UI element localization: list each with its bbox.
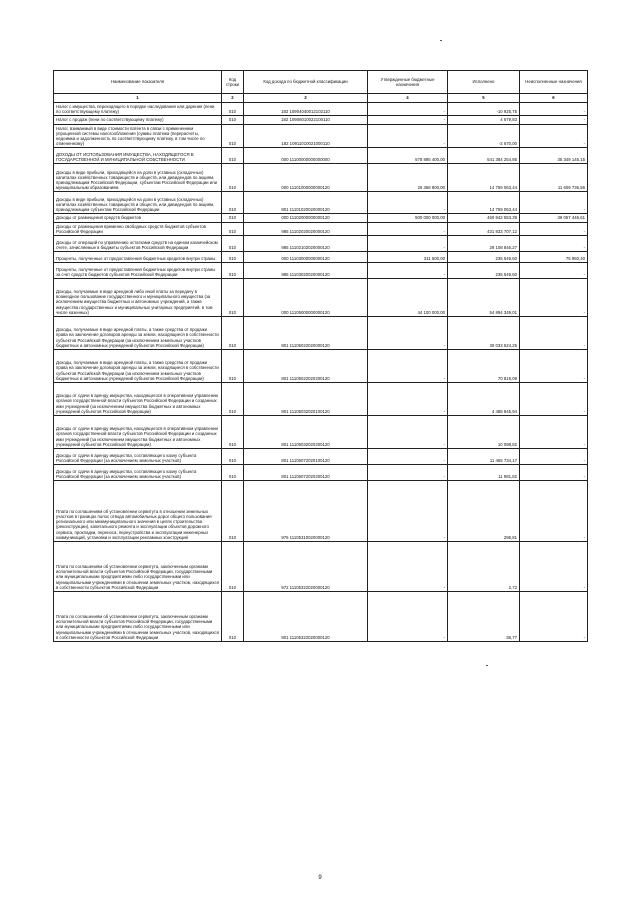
row-approved: - [368, 124, 448, 148]
row-remaining: - [520, 383, 588, 416]
table-row [54, 164, 588, 192]
table-row [54, 592, 588, 642]
row-executed: 30 033 524,25 [448, 317, 520, 350]
row-name: Доходы от сдачи в аренду имущества, находящегося в оперативном управлении органов государственной власти субъектов Российской Федерации и созданных ими учреждений (за исключением имущества бюджетных и автономных учреждений субъектов Российской Федерации) [54, 383, 222, 416]
row-executed: 460 942 553,39 [448, 214, 520, 222]
row-approved: - [368, 449, 448, 465]
row-line-code: 010 [222, 103, 244, 116]
row-executed: 541 384 254,85 [448, 148, 520, 164]
row-income-code: 801 11105022020000120 [244, 317, 368, 350]
row-income-code: 801 11105072020200120 [244, 465, 368, 481]
income-report-table [53, 70, 588, 642]
row-approved: - [368, 465, 448, 481]
row-remaining: - [520, 124, 588, 148]
table-row [54, 481, 588, 542]
row-remaining: - [520, 592, 588, 642]
row-remaining: - [520, 222, 588, 235]
row-approved: - [368, 263, 448, 279]
row-income-code: 985 11102020020000120 [244, 222, 368, 235]
row-name: Плата по соглашениям об установлении сервитута в отношении земельных участков в границах полос отвода автомобильных дорог общего пользования регионального или межмуниципального значения в целях строительства (реконструкции), капитального ремонта и эксплуатации объектов дорожного сервиса, прокладки, переноса, переустройства и эксплуатации инженерных коммуникаций, установки и эксплуатации рекламных конструкций [54, 481, 222, 542]
row-executed: 11 465 734,17 [448, 449, 520, 465]
row-line-code: 010 [222, 222, 244, 235]
row-executed: -2 670,00 [448, 124, 520, 148]
row-income-code: 801 11105322020000120 [244, 592, 368, 642]
row-executed: 54 894 349,01 [448, 279, 520, 317]
row-executed: 235 549,60 [448, 252, 520, 263]
row-approved: - [368, 236, 448, 252]
row-line-code: 010 [222, 481, 244, 542]
row-line-code: 010 [222, 124, 244, 148]
row-remaining: - [520, 542, 588, 592]
row-income-code: 972 11105322020000120 [244, 542, 368, 592]
row-income-code: 801 11101020020000120 [244, 192, 368, 214]
row-approved: 26 368 800,00 [368, 164, 448, 192]
row-remaining: - [520, 465, 588, 481]
row-name: Доходы от сдачи в аренду имущества, составляющего казну субъекта Российской Федерации (за исключением земельных участков) [54, 449, 222, 465]
row-remaining: - [520, 103, 588, 116]
row-income-code: 182 10904040012102110 [244, 103, 368, 116]
row-line-code: 010 [222, 465, 244, 481]
row-name: ДОХОДЫ ОТ ИСПОЛЬЗОВАНИЯ ИМУЩЕСТВА, НАХОДЯЩЕГОСЯ В ГОСУДАРСТВЕННОЙ И МУНИЦИПАЛЬНОЙ СОБСТВЕННОСТИ [54, 148, 222, 164]
table-row [54, 116, 588, 124]
row-line-code: 010 [222, 164, 244, 192]
row-line-code: 010 [222, 148, 244, 164]
row-remaining: - [520, 416, 588, 449]
scan-speck [486, 665, 488, 666]
row-income-code: 000 11101000000000120 [244, 164, 368, 192]
row-line-code: 010 [222, 449, 244, 465]
row-approved: - [368, 416, 448, 449]
row-income-code: 976 11105310020000120 [244, 481, 368, 542]
row-approved: - [368, 350, 448, 383]
page-number: 9 [318, 875, 322, 881]
col-header-income-code: Код дохода по бюджетной классификации [244, 71, 368, 94]
row-income-code: 182 10911010021000110 [244, 124, 368, 148]
scan-speck [440, 40, 442, 41]
row-income-code: 000 11100000000000000 [244, 148, 368, 164]
row-name: Доходы в виде прибыли, приходящейся на доли в уставных (складочных) капиталах хозяйственных товариществ и обществ, или дивидендов по акциям, принадлежащим субъектам Российской Федерации [54, 192, 222, 214]
row-name: Доходы в виде прибыли, приходящейся на доли в уставных (складочных) капиталах хозяйственных товариществ и обществ, или дивидендов по акциям, принадлежащим Российской Федерации, субъектам Российской Федерации или муниципальным образованиям [54, 164, 222, 192]
table-row [54, 148, 588, 164]
table-row [54, 383, 588, 416]
row-line-code: 010 [222, 542, 244, 592]
row-line-code: 010 [222, 279, 244, 317]
row-remaining: 75 950,40 [520, 252, 588, 263]
row-name: Плата по соглашениям об установлении сервитута, заключенным органами исполнительной власти субъектов Российской Федерации, государственными или муниципальными предприятиями либо государственными или муниципальными учреждениями в отношении земельных участков, находящихся в собственности субъектов Российской Федерации [54, 592, 222, 642]
row-approved: 311 500,00 [368, 252, 448, 263]
row-approved: - [368, 222, 448, 235]
col-number: 1 [54, 94, 222, 103]
row-executed: 295,81 [448, 481, 520, 542]
row-name: Налог, взимаемый в виде стоимости патента в связи с применением упрощенной системы налогообложения (суммы платежа (перерасчеты, недоимка и задолженность по соответствующему платежу, в том числе по отмененному) [54, 124, 222, 148]
row-executed: -10 925,75 [448, 103, 520, 116]
row-executed: 14 759 063,44 [448, 192, 520, 214]
row-name: Доходы, получаемые в виде арендной платы, а также средства от продажи права на заключение договоров аренды за земли, находящиеся в собственности субъектов Российской Федерации (за исключением земельных участков бюджетных и автономных учреждений субъектов Российской Федерации) [54, 317, 222, 350]
row-line-code: 010 [222, 236, 244, 252]
row-income-code: 985 11103020020000120 [244, 263, 368, 279]
row-name: Доходы от размещения временно свободных средств бюджетов субъектов Российской Федерации [54, 222, 222, 235]
row-name: Плата по соглашениям об установлении сервитута, заключенным органами исполнительной власти субъектов Российской Федерации, государственными или муниципальными предприятиями либо государственными или муниципальными учреждениями в отношении земельных участков, находящихся в собственности субъектов Российской Федерации [54, 542, 222, 592]
col-header-executed: Исполнено [448, 71, 520, 94]
table-row [54, 279, 588, 317]
row-line-code: 010 [222, 263, 244, 279]
row-executed: 36,77 [448, 592, 520, 642]
row-remaining: - [520, 236, 588, 252]
col-header-name: Наименование показателя [54, 71, 222, 94]
row-income-code: 985 11102102020000120 [244, 236, 368, 252]
table-row [54, 317, 588, 350]
row-remaining: - [520, 481, 588, 542]
row-executed: 70 819,09 [448, 350, 520, 383]
row-remaining: - [520, 192, 588, 214]
col-number: 3 [244, 94, 368, 103]
table-row [54, 465, 588, 481]
row-name: Проценты, полученные от предоставления бюджетных кредитов внутри страны за счет средств бюджетов субъектов Российской Федерации [54, 263, 222, 279]
col-number: 5 [448, 94, 520, 103]
row-name: Доходы от сдачи в аренду имущества, находящегося в оперативном управлении органов государственной власти субъектов Российской Федерации и созданных ими учреждений (за исключением имущества бюджетных и автономных учреждений субъектов Российской Федерации) [54, 416, 222, 449]
row-line-code: 010 [222, 317, 244, 350]
col-number: 6 [520, 94, 588, 103]
row-executed: 235 549,60 [448, 263, 520, 279]
table-row [54, 449, 588, 465]
table-row [54, 236, 588, 252]
row-line-code: 010 [222, 350, 244, 383]
row-income-code: 182 10906010022100110 [244, 116, 368, 124]
row-income-code: 000 11103000000000120 [244, 252, 368, 263]
row-remaining: - [520, 263, 588, 279]
table-row [54, 214, 588, 222]
row-name: Доходы, получаемые в виде арендной платы, а также средства от продажи права на заключение договоров аренды за земли, находящиеся в собственности субъектов Российской Федерации (за исключением земельных участков бюджетных и автономных учреждений субъектов Российской Федерации) [54, 350, 222, 383]
row-approved: - [368, 317, 448, 350]
col-number: 2 [222, 94, 244, 103]
row-line-code: 010 [222, 416, 244, 449]
row-line-code: 010 [222, 116, 244, 124]
row-executed: 11 981,82 [448, 465, 520, 481]
row-name: Проценты, полученные от предоставления бюджетных кредитов внутри страны [54, 252, 222, 263]
row-name: Доходы от сдачи в аренду имущества, составляющего казну субъекта Российской Федерации (за исключением земельных участков) [54, 465, 222, 481]
table-row [54, 350, 588, 383]
col-header-approved: Утвержденные бюджетные назначения [368, 71, 448, 94]
row-executed: 10 098,82 [448, 416, 520, 449]
row-executed: 14 759 063,44 [448, 164, 520, 192]
row-approved: 578 895 400,00 [368, 148, 448, 164]
row-approved: - [368, 192, 448, 214]
table-body [54, 103, 588, 642]
row-executed: 2,72 [448, 542, 520, 592]
row-remaining: - [520, 317, 588, 350]
table-row [54, 192, 588, 214]
row-name: Доходы, получаемые в виде арендной либо иной платы за передачу в возмездное пользование государственного и муниципального имущества (за исключением имущества бюджетных и автономных учреждений, а также имущества государственных и муниципальных унитарных предприятий, в том числе казенных) [54, 279, 222, 317]
row-executed: 431 833 707,12 [448, 222, 520, 235]
row-remaining: - [520, 279, 588, 317]
row-line-code: 010 [222, 592, 244, 642]
row-approved: - [368, 542, 448, 592]
row-line-code: 010 [222, 252, 244, 263]
row-executed: 29 108 846,27 [448, 236, 520, 252]
col-header-line-code: Код строки [222, 71, 244, 94]
row-name: Налог с имущества, переходящего в порядке наследования или дарения (пени по соответствующему платежу) [54, 103, 222, 116]
col-number: 4 [368, 94, 448, 103]
row-remaining: 35 349 145,15 [520, 148, 588, 164]
row-income-code: 801 11105022020200120 [244, 350, 368, 383]
row-income-code: 801 11105072020100120 [244, 449, 368, 465]
table-row [54, 263, 588, 279]
row-line-code: 010 [222, 383, 244, 416]
row-name: Доходы от операций по управлению остатками средств на едином казначейском счете, зачисляемые в бюджеты субъектов Российской Федерации [54, 236, 222, 252]
row-approved: - [368, 383, 448, 416]
table-row [54, 252, 588, 263]
row-income-code: 801 11105032020200120 [244, 416, 368, 449]
row-remaining: - [520, 449, 588, 465]
table-row [54, 103, 588, 116]
col-header-remaining: Неисполненные назначения [520, 71, 588, 94]
row-remaining: - [520, 116, 588, 124]
table-row [54, 542, 588, 592]
row-remaining: - [520, 350, 588, 383]
row-line-code: 010 [222, 192, 244, 214]
row-approved: 500 000 000,00 [368, 214, 448, 222]
column-number-row [54, 94, 588, 103]
row-income-code: 000 11105000000000120 [244, 279, 368, 317]
row-approved: - [368, 103, 448, 116]
table-row [54, 124, 588, 148]
row-line-code: 010 [222, 214, 244, 222]
row-approved: - [368, 116, 448, 124]
row-executed: 4 488 845,94 [448, 383, 520, 416]
row-name: Налог с продаж (пени по соответствующему платежу) [54, 116, 222, 124]
row-remaining: 11 609 736,56 [520, 164, 588, 192]
row-income-code: 000 11102000000000120 [244, 214, 368, 222]
row-remaining: 39 057 446,61 [520, 214, 588, 222]
row-approved: - [368, 481, 448, 542]
table-row [54, 416, 588, 449]
row-income-code: 801 11105032020100120 [244, 383, 368, 416]
row-executed: 4 679,83 [448, 116, 520, 124]
row-approved: 44 100 000,00 [368, 279, 448, 317]
row-approved: - [368, 592, 448, 642]
header-row [54, 71, 588, 94]
table-row [54, 222, 588, 235]
row-name: Доходы от размещения средств бюджетов [54, 214, 222, 222]
